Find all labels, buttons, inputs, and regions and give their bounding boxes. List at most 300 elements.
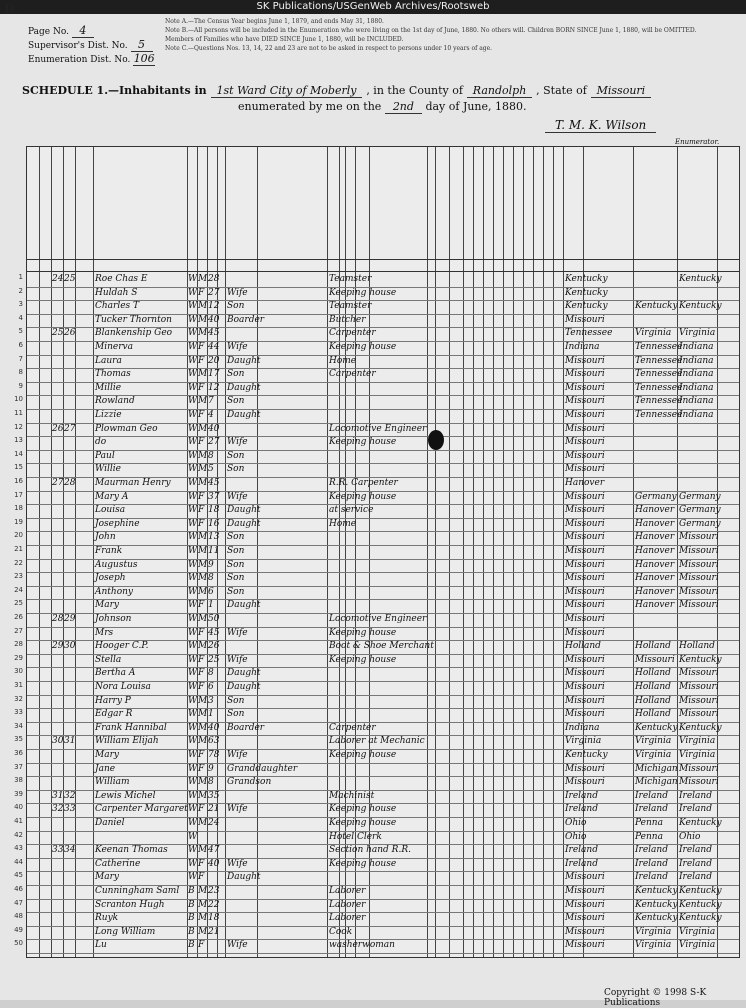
table-row [14, 640, 739, 654]
race: B [188, 913, 195, 924]
father-birthplace: Kentucky [635, 913, 678, 924]
race: W [188, 641, 198, 652]
age: 40 [208, 722, 220, 733]
age: 16 [208, 518, 220, 529]
sex: F [198, 668, 205, 679]
line-number: 17 [14, 490, 23, 499]
person-name: Harry P [95, 695, 131, 706]
mother-birthplace: Ireland [679, 872, 712, 883]
birthplace: Missouri [565, 518, 605, 529]
person-name: Maurman Henry [95, 478, 171, 488]
place-value: 1st Ward City of Moberly [211, 84, 363, 98]
father-birthplace: Tennessee [635, 410, 683, 420]
occupation: Laborer at Mechanic [329, 736, 425, 747]
person-name: Paul [95, 450, 115, 461]
birthplace: Missouri [565, 913, 605, 924]
mother-birthplace: Virginia [679, 940, 716, 951]
line-number: 22 [14, 558, 23, 567]
race: W [188, 818, 198, 828]
birthplace: Missouri [565, 546, 605, 556]
occupation: Home [329, 518, 357, 529]
row-rule [27, 953, 739, 954]
line-number: 2 [18, 286, 23, 295]
person-name: Catherine [95, 858, 141, 869]
mother-birthplace: Missouri [679, 586, 719, 597]
age: 45 [208, 328, 220, 339]
occupation: at service [329, 505, 374, 516]
race: W [188, 668, 198, 679]
relationship: Daught [227, 505, 261, 516]
race: W [188, 464, 198, 475]
line-number: 8 [18, 368, 23, 377]
family-number: 33 [64, 804, 76, 815]
race: W [188, 314, 198, 325]
table-row [14, 531, 739, 545]
schedule-line [22, 84, 651, 97]
table-row [14, 463, 739, 477]
mother-birthplace: Virginia [679, 736, 716, 747]
age: 1 [208, 709, 214, 720]
mother-birthplace: Kentucky [679, 818, 722, 828]
age: 5 [208, 464, 214, 475]
table-row [14, 898, 739, 913]
birthplace: Tennessee [565, 328, 613, 339]
race: W [188, 736, 198, 747]
person-name: Johnson [95, 614, 132, 624]
sex: M [198, 423, 208, 434]
relationship: Wife [227, 654, 248, 665]
table-row [14, 762, 739, 777]
mother-birthplace: Kentucky [679, 722, 722, 733]
person-name: John [95, 532, 116, 543]
race: W [188, 382, 198, 393]
birthplace: Ireland [565, 845, 598, 856]
race: W [188, 777, 198, 788]
line-number: 39 [14, 789, 23, 798]
father-birthplace: Tennessee [635, 396, 683, 407]
race: W [188, 546, 198, 556]
birthplace: Indiana [565, 722, 600, 733]
person-name: Charles T [95, 301, 140, 312]
sex: F [198, 627, 205, 638]
table-row [14, 558, 739, 573]
enumerator-signature: T. M. K. Wilson [545, 118, 656, 133]
birthplace: Missouri [565, 614, 605, 624]
line-number: 43 [14, 844, 23, 853]
sex: M [198, 546, 208, 556]
family-number: 25 [64, 274, 76, 284]
race: W [188, 559, 198, 570]
sex: M [198, 586, 208, 597]
note-b: Note B.—All persons will be included in the Enumeration who were living on the 1st day of June, 1880. No others will. Children BORN SINCE June 1, 1880, will be OMITTED. Members of Families who have DIED SINCE June 1, 1880, will be INCLUDED. [165, 27, 697, 43]
schedule-label: SCHEDULE 1.—Inhabitants in [22, 84, 207, 97]
age: 44 [208, 342, 220, 352]
birthplace: Hanover [565, 478, 605, 488]
mother-birthplace: Missouri [679, 546, 719, 556]
birthplace: Missouri [565, 654, 605, 665]
father-birthplace: Ireland [635, 790, 668, 801]
line-number: 21 [14, 545, 23, 553]
table-row [18, 313, 739, 328]
age: 9 [208, 559, 214, 570]
person-name: Keenan Thomas [95, 845, 168, 856]
occupation: Laborer [329, 886, 366, 896]
race: W [188, 505, 198, 516]
relationship: Daught [227, 872, 261, 883]
relationship: Daught [227, 382, 261, 393]
birthplace: Missouri [565, 886, 605, 896]
race: W [188, 654, 198, 665]
race: W [188, 301, 198, 312]
relationship: Daught [227, 668, 261, 679]
occupation: Cook [329, 926, 353, 937]
sex: M [198, 913, 208, 924]
father-birthplace: Penna [635, 818, 663, 828]
father-birthplace: Holland [635, 695, 671, 706]
occupation: Keeping house [329, 342, 397, 352]
dwelling-number: 32 [52, 804, 64, 815]
occupation: washerwoman [329, 940, 395, 951]
father-birthplace: Kentucky [635, 899, 678, 910]
person-name: Long William [95, 926, 156, 937]
line-number: 35 [14, 735, 23, 744]
occupation: Laborer [329, 899, 366, 910]
sex: M [198, 899, 208, 910]
page-no-value: 4 [72, 24, 94, 38]
sex: F [198, 410, 205, 420]
occupation: Locomotive Engineer [329, 423, 427, 434]
day-value: 2nd [385, 100, 422, 114]
line-number: 13 [14, 436, 23, 445]
person-name: Jane [95, 763, 116, 774]
line-number: 32 [14, 694, 23, 703]
birthplace: Ireland [565, 804, 598, 815]
occupation: Machinist [329, 790, 375, 801]
father-birthplace: Michigan [635, 763, 678, 774]
table-row [14, 395, 739, 409]
sex: F [198, 505, 205, 516]
table-row [14, 436, 739, 450]
sex: M [198, 886, 208, 896]
race: W [188, 518, 198, 529]
age: 63 [208, 736, 220, 747]
line-number: 26 [14, 613, 23, 621]
sex: M [198, 369, 208, 380]
person-name: do [95, 437, 107, 448]
person-name: Roe Chas E [95, 274, 148, 284]
mother-birthplace: Ireland [679, 804, 712, 815]
father-birthplace: Kentucky [635, 301, 678, 312]
line-number: 9 [18, 381, 23, 390]
county-value: Randolph [467, 84, 533, 98]
person-name: Blankenship Geo [95, 328, 173, 339]
father-birthplace: Ireland [635, 845, 668, 856]
person-name: Stella [95, 654, 122, 665]
father-birthplace: Virginia [635, 328, 672, 339]
sex: M [198, 790, 208, 801]
line-number: 1 [18, 273, 23, 281]
ink-blot [428, 430, 444, 450]
father-birthplace: Virginia [635, 926, 672, 937]
birthplace: Missouri [565, 940, 605, 951]
site-banner: SK Publications/USGenWeb Archives/Rootsweb [0, 0, 746, 14]
occupation: Keeping house [329, 858, 397, 869]
occupation: Keeping house [329, 804, 397, 815]
race: W [188, 858, 198, 869]
birthplace: Missouri [565, 505, 605, 516]
occupation: Butcher [329, 314, 366, 325]
mother-birthplace: Missouri [679, 709, 719, 720]
age: 50 [208, 614, 220, 624]
mother-birthplace: Indiana [679, 382, 714, 393]
relationship: Grandson [227, 777, 272, 788]
line-number: 49 [14, 925, 23, 934]
table-row [14, 749, 739, 763]
age: 78 [208, 750, 220, 760]
birthplace: Ohio [565, 831, 587, 842]
table-row [14, 653, 739, 668]
table-row [14, 721, 739, 736]
race: W [188, 287, 198, 298]
occupation: Laborer [329, 913, 366, 924]
race: W [188, 614, 198, 624]
father-birthplace: Virginia [635, 940, 672, 951]
race: W [188, 355, 198, 366]
mother-birthplace: Indiana [679, 355, 714, 366]
sex: F [198, 858, 205, 869]
enumerated-line [238, 100, 527, 113]
mother-birthplace: Virginia [679, 926, 716, 937]
age: 45 [208, 478, 220, 488]
line-number: 16 [14, 477, 23, 485]
person-name: William Elijah [95, 736, 159, 747]
birthplace: Missouri [565, 682, 605, 692]
table-row [14, 409, 739, 423]
race: B [188, 940, 195, 951]
sex: F [198, 342, 205, 352]
age: 9 [208, 763, 214, 774]
birthplace: Missouri [565, 777, 605, 788]
birthplace: Missouri [565, 709, 605, 720]
line-number: 27 [14, 626, 23, 635]
age: 21 [208, 804, 220, 815]
father-birthplace: Virginia [635, 736, 672, 747]
relationship: Daught [227, 410, 261, 420]
race: W [188, 450, 198, 461]
note-a: Note A.—The Census Year begins June 1, 1879, and ends May 31, 1880. [165, 18, 384, 25]
relationship: Wife [227, 627, 248, 638]
state-label: , State of [536, 84, 587, 97]
mother-birthplace: Kentucky [679, 886, 722, 896]
relationship: Wife [227, 437, 248, 448]
sex: M [198, 396, 208, 407]
table-row [14, 871, 739, 885]
person-name: Lewis Michel [95, 790, 156, 801]
age: 23 [208, 886, 220, 896]
mother-birthplace: Germany [679, 491, 721, 502]
sex: M [198, 777, 208, 788]
birthplace: Missouri [565, 586, 605, 597]
relationship: Boarder [227, 314, 265, 325]
person-name: Nora Louisa [95, 682, 151, 692]
race: W [188, 750, 198, 760]
person-name: Mary A [95, 491, 129, 502]
sex: M [198, 614, 208, 624]
birthplace: Missouri [565, 532, 605, 543]
birthplace: Missouri [565, 926, 605, 937]
relationship: Son [227, 586, 245, 597]
line-number: 36 [14, 749, 23, 757]
table-row [18, 341, 739, 355]
line-number: 45 [14, 871, 23, 880]
person-name: Tucker Thornton [95, 314, 172, 325]
mother-birthplace: Indiana [679, 342, 714, 352]
occupation: Hotel Clerk [329, 831, 382, 842]
race: W [188, 586, 198, 597]
birthplace: Missouri [565, 464, 605, 475]
line-number: 11 [14, 409, 23, 417]
enumerator-label: Enumerator. [675, 138, 720, 146]
age: 11 [208, 546, 220, 556]
occupation: Keeping house [329, 287, 397, 298]
family-number: 27 [64, 423, 76, 434]
line-number: 20 [14, 531, 23, 540]
relationship: Son [227, 464, 245, 475]
table-row [14, 694, 739, 709]
state-value: Missouri [591, 84, 652, 98]
mother-birthplace: Holland [679, 641, 715, 652]
relationship: Son [227, 532, 245, 543]
age: 8 [208, 668, 214, 679]
person-name: Plowman Geo [95, 423, 158, 434]
birthplace: Missouri [565, 369, 605, 380]
relationship: Wife [227, 940, 248, 951]
father-birthplace: Tennessee [635, 369, 683, 380]
mother-birthplace: Indiana [679, 410, 714, 420]
sex: M [198, 709, 208, 720]
sex: M [198, 274, 208, 284]
sex: F [198, 355, 205, 366]
father-birthplace: Tennessee [635, 382, 683, 393]
father-birthplace: Virginia [635, 750, 672, 760]
father-birthplace: Tennessee [635, 342, 683, 352]
line-number: 50 [14, 939, 23, 948]
table-row [14, 708, 739, 722]
age: 4 [208, 410, 214, 420]
father-birthplace: Hanover [635, 600, 675, 611]
sex: M [198, 301, 208, 312]
line-number: 31 [14, 681, 23, 689]
table-row [14, 477, 739, 491]
race: B [188, 899, 195, 910]
birthplace: Missouri [565, 314, 605, 325]
page-no-line [28, 24, 94, 38]
birthplace: Missouri [565, 382, 605, 393]
age: 22 [208, 899, 220, 910]
mother-birthplace: Missouri [679, 668, 719, 679]
age: 7 [208, 396, 214, 407]
line-number: 33 [14, 708, 23, 717]
sex: F [198, 491, 205, 502]
family-number: 26 [64, 328, 76, 339]
race: W [188, 410, 198, 420]
race: W [188, 627, 198, 638]
race: W [188, 600, 198, 611]
dwelling-number: 28 [52, 614, 64, 624]
father-birthplace: Hanover [635, 559, 675, 570]
person-name: Thomas [95, 369, 131, 380]
line-number: 44 [14, 857, 23, 866]
header-rule [27, 271, 739, 272]
table-row [14, 545, 739, 559]
relationship: Wife [227, 750, 248, 760]
sex: M [198, 532, 208, 543]
father-birthplace: Penna [635, 831, 663, 842]
table-row [14, 422, 739, 437]
mother-birthplace: Kentucky [679, 274, 722, 284]
sex: F [198, 750, 205, 760]
mother-birthplace: Missouri [679, 559, 719, 570]
sex: M [198, 450, 208, 461]
sex: M [198, 559, 208, 570]
census-table [14, 146, 740, 958]
table-row [14, 504, 739, 518]
father-birthplace: Hanover [635, 573, 675, 584]
sex: M [198, 926, 208, 937]
race: W [188, 831, 198, 842]
father-birthplace: Ireland [635, 858, 668, 869]
person-name: Huldah S [95, 287, 138, 298]
race: B [188, 886, 195, 896]
mother-birthplace: Indiana [679, 369, 714, 380]
race: W [188, 763, 198, 774]
sex: M [198, 573, 208, 584]
table-row [14, 925, 739, 940]
father-birthplace: Tennessee [635, 355, 683, 366]
father-birthplace: Kentucky [635, 722, 678, 733]
table-row [14, 585, 739, 600]
birthplace: Ireland [565, 858, 598, 869]
mother-birthplace: Virginia [679, 750, 716, 760]
race: W [188, 532, 198, 543]
table-row [14, 681, 739, 695]
person-name: Josephine [95, 518, 140, 529]
age: 18 [208, 913, 220, 924]
dwelling-number: 31 [52, 790, 64, 801]
sex: F [198, 682, 205, 692]
line-number: 46 [14, 885, 23, 893]
occupation: Keeping house [329, 818, 397, 828]
age: 24 [208, 818, 220, 828]
family-number: 30 [64, 641, 76, 652]
person-name: Edgar R [95, 709, 133, 720]
relationship: Son [227, 573, 245, 584]
birthplace: Missouri [565, 450, 605, 461]
table-row [14, 885, 739, 899]
line-number: 25 [14, 599, 23, 608]
relationship: Son [227, 369, 245, 380]
table-row [14, 939, 739, 953]
mother-birthplace: Kentucky [679, 301, 722, 312]
line-number: 29 [14, 653, 23, 662]
age: 35 [208, 790, 220, 801]
race: W [188, 845, 198, 856]
birthplace: Missouri [565, 695, 605, 706]
line-number: 18 [14, 504, 23, 513]
relationship: Son [227, 450, 245, 461]
relationship: Daught [227, 355, 261, 366]
dwelling-number: 33 [52, 845, 64, 856]
